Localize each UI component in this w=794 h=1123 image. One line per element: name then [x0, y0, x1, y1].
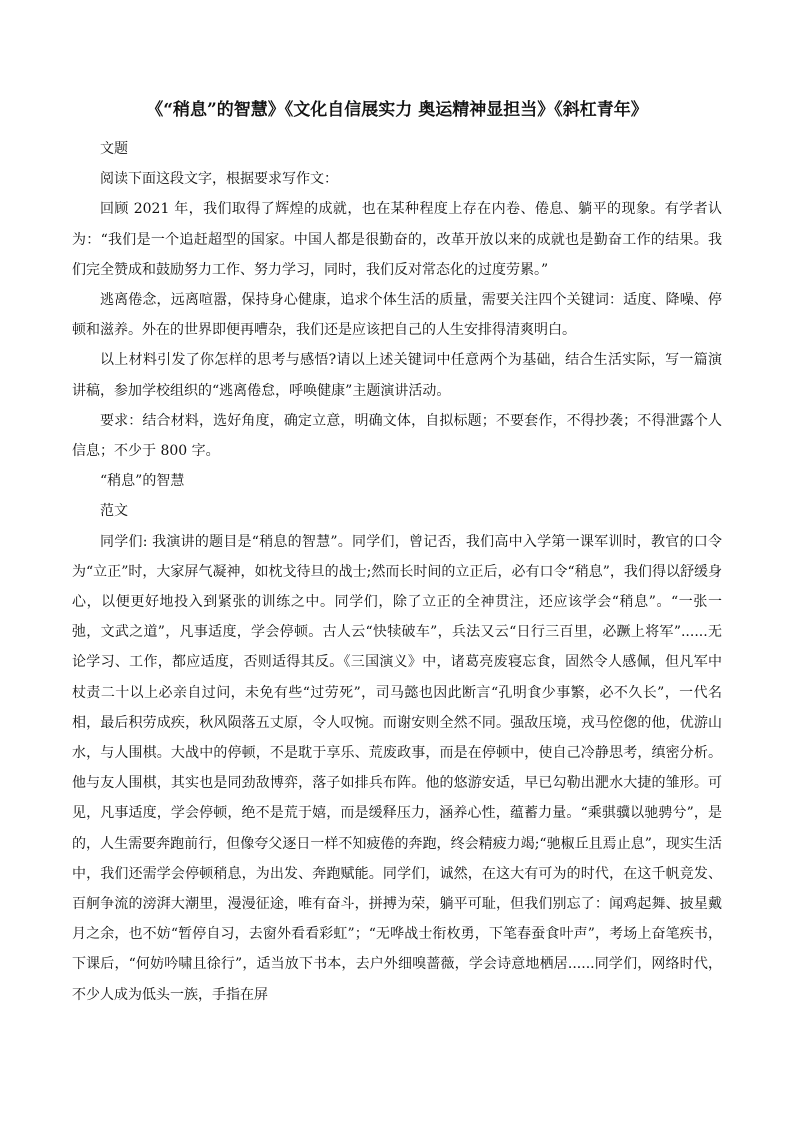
essay-body-paragraph: 同学们: 我演讲的题目是“稍息的智慧”。同学们，曾记否，我们高中入学第一课军训时，教官的口令为“立正”时，大家屏气凝神，如枕戈待旦的战士;然而长时间的立正后，必有口令“稍息”，我们得以舒缓身心，以便更好地投入到紧张的训练之中。同学们，除了立正的全神贯注，还应该学会“稍息”。“一张一弛，文武之道”，凡事适度，学会停顿。古人云“快犊破车”，兵法又云“日行三百里，必蹶上将军”......无论学习、工作，都应适度，否则适得其反。《三国演义》中，诸葛亮废寝忘食，固然令人感佩，但凡军中杖责二十以上必亲自过问，未免有些“过劳死”，司马懿也因此断言“孔明食少事繁，必不久长”，一代名相，最后积劳成疾，秋风陨落五丈原，令人叹惋。而谢安则全然不同。强敌压境，戎马倥偬的他，优游山水，与人围棋。大战中的停顿，不是耽于享乐、荒废政事，而是在停顿中，使自己冷静思考，缜密分析。他与友人围棋，其实也是同劲敌博弈，落子如排兵布阵。他的悠游安适，早已勾勒出淝水大捷的雏形。可见，凡事适度，学会停顿，绝不是荒于嬉，而是缓释压力，涵养心性，蕴蓄力量。“乘骐骥以驰骋兮”，是的，人生需要奔跑前行，但像夸父逐日一样不知疲倦的奔跑，终会精疲力竭;“驰椒丘且焉止息”，现实生活中，我们还需学会停顿稍息，为出发、奔跑赋能。同学们，诚然，在这大有可为的时代，在这千帆竞发、百舸争流的滂湃大潮里，漫漫征途，唯有奋斗，拼搏为荣，躺平可耻，但我们别忘了：闻鸡起舞、披星戴月之余，也不妨“暂停自习，去窗外看看彩虹”；“无哗战士衔枚勇，下笔春蚕食叶声”，考场上奋笔疾书，下课后，“何妨吟啸且徐行”，适当放下书本，去户外细嗅蔷薇，学会诗意地栖居......同学们，网络时代，不少人成为低头一族，手指在屏: [72, 533, 722, 1003]
document-title: 《“稍息”的智慧》《文化自信展实力 奥运精神显担当》《斜杠青年》: [146, 100, 648, 120]
task-paragraph: 以上材料引发了你怎样的思考与感悟?请以上述关键词中任意两个为基础，结合生活实际，写一篇演讲稿，参加学校组织的“逃离倦怠，呼唤健康”主题演讲活动。: [72, 352, 722, 399]
section-label-model-essay: 范文: [100, 503, 128, 520]
requirements-paragraph: 要求：结合材料，选好角度，确定立意，明确文体，自拟标题；不要套作，不得抄袭；不得泄露个人信息；不少于 800 字。: [72, 412, 722, 460]
instruction-line: 阅读下面这段文字，根据要求写作文：: [100, 171, 338, 188]
material-paragraph-1: 回顾 2021 年，我们取得了辉煌的成就，也在某种程度上存在内卷、倦息、躺平的现象。有学者认为：“我们是一个追赶超型的国家。中国人都是很勤奋的，改革开放以来的成就也是勤奋工作的结果。我们完全赞成和鼓励努力工作、努力学习，同时，我们反对常态化的过度劳累。”: [72, 201, 722, 278]
material-paragraph-2: 逃离倦念，远离喧嚣，保持身心健康，追求个体生活的质量，需要关注四个关键词：适度、降噪、停顿和滋养。外在的世界即便再嘈杂，我们还是应该把自己的人生安排得清爽明白。: [72, 292, 722, 339]
document-page: [72, 96, 722, 1010]
essay-title: “稍息”的智慧: [100, 473, 185, 490]
section-label-topic: 文题: [100, 141, 128, 157]
